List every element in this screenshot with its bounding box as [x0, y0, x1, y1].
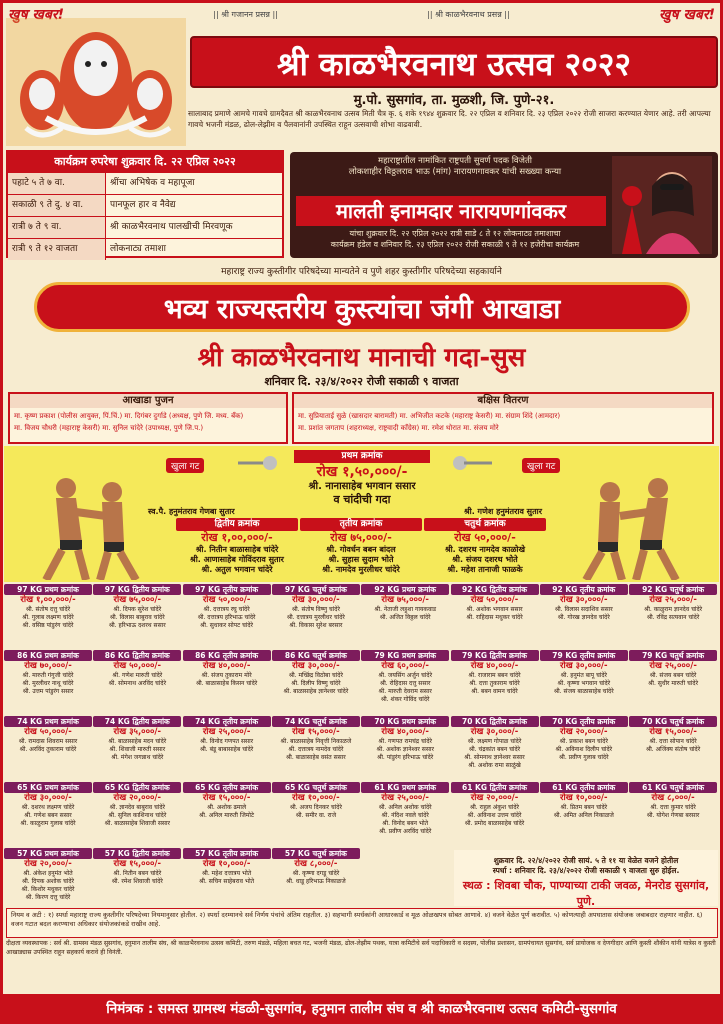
sponsor-name: श्री. बंडू बाबासाहेब चांदेरे [199, 746, 254, 753]
sponsor-name: श्री. राहिदास मधुकर चांदेरे [466, 614, 523, 621]
sponsor-name: श्री. दत्ता तुकाराम चांदेरे [469, 680, 520, 687]
sponsor-name: श्री. अंकेश हनुमंत भोते [23, 870, 73, 877]
third-prize [300, 518, 422, 575]
prize-distribution-box [292, 392, 714, 444]
sponsor-name: श्री. अशोक ज्ञानेश्वर ससार [376, 746, 434, 753]
weight-rank-label: 97 KG प्रथम क्रमांक [4, 584, 92, 595]
sponsor-name: श्री. दत्तात्रय हरिभाऊ चांदेरे [197, 614, 256, 621]
weight-prize-cell [361, 650, 449, 708]
weight-prize-amount: रोख ७०,०००/- [24, 661, 72, 671]
sponsor-name: श्री. पांडुरंग हरिभाऊ चांदेरे [377, 754, 434, 761]
weight-prize-cell [361, 716, 449, 774]
sponsor-name: श्री. विनोद गणपत ससार [200, 738, 254, 745]
sponsor-name: श्री. समीर वा. राजे [295, 812, 337, 819]
sponsor-name: श्री. कृष्णा दगडू चांदेरे [292, 870, 340, 877]
rank-amount: रोख ७५,०००/- [330, 531, 392, 544]
weight-rank-label: 79 KG द्वितीय क्रमांक [451, 650, 539, 661]
pujan-line: मा. विजय चौधरी (महाराष्ट्र केसरी) मा. सुनिल चांदेरे (उपाध्यक्ष, पुणे जि.प.) [14, 424, 204, 432]
sponsor-name: श्री. नितीन बाळासाहेब चांदेरे [195, 545, 279, 554]
sponsor-name: श्री. मुरलीधर नाथू चांदेरे [22, 680, 74, 687]
sponsor-name: श्री. अशोक रामा साळुंखे [468, 762, 521, 769]
second-prize [176, 518, 298, 575]
weight-prize-amount: रोख १०,०००/- [560, 793, 608, 803]
sponsor-name: श्री. काळुराम गुलाब चांदेरे [20, 820, 76, 827]
program-event: श्री काळभैरवनाथ पालखीची मिरवणूक [110, 222, 233, 232]
weight-prize-amount: रोख ३०,०००/- [470, 727, 519, 737]
rules-text: नियम व अटी : १) स्पर्धा महाराष्ट्र राज्य कुस्तीगीर परिषदेच्या नियमानुसार होतील. २) स्पर्धा दरम्यानचे सर्व निर्णय पंचांचे अंतिम राहतील. ३) सहभागी स्पर्धकांनी आधारकार्ड व मूळ ओळखपत्र सोबत आणावे. ४) वजने वेळेत पूर्ण करावीत. ५) कोणत्याही अपघातास संयोजक जबाबदार राहणार नाहीत. ६) वजन गटात बदल करण्याचा अधिकार संयोजकांकडे राखीव आहे. [6, 908, 718, 938]
tamasha-line: यांचा शुक्रवार दि. २२ एप्रिल २०२२ रात्री साडे ८ ते १२ लोकनाट्य तमाशाचा [349, 229, 561, 238]
address: मु.पो. सुसगांव, ता. मुळशी, जि. पुणे-२१. [353, 93, 555, 108]
sponsor-name: श्री. दशरथ नामदेव काळोखे [444, 545, 526, 554]
competition-date: शनिवार दि. २३/४/२०२२ रोजी सकाळी ९ वाजता [264, 375, 459, 388]
sponsor-name: श्री. अरविंद तुकाराम चांदेरे [19, 746, 77, 753]
silver-gada: व चांदीची गदा [333, 493, 391, 506]
first-prize-label: प्रथम क्रमांक [294, 450, 430, 463]
sponsor-name: श्री. अनिल अशोक चांदेरे [378, 804, 432, 811]
weight-prize-amount: रोख ५०,०००/- [470, 595, 519, 605]
sponsor-name: श्री. संतोष दत्तु चांदेरे [25, 606, 71, 613]
weight-rank-label: 92 KG तृतीय क्रमांक [540, 584, 628, 595]
weight-rank-label: 70 KG द्वितीय क्रमांक [451, 716, 539, 727]
management-text: दीक्षता व्यवस्थापक : सर्व श्री. ग्रामस्थ मंडळ सुसगांव, हनुमान तालीम संघ, श्री काळभैरवनाथ उत्सव कमिटी, तरुण मंडळे, महिला बचत गट, भजनी मंडळ, ढोल-लेझीम पथक, यात्रा कमिटीचे सर्व पदाधिकारी व सदस्य, पोलीस प्रशासन, ग्रामपंचायत सुसगांव, सर्व प्रायोजक व देणगीदार आणि कुस्ती शौकीन यांनी यात्रेस व कुस्ती आखाड्यास उपस्थित राहून सहकार्य करावे ही विनंती. [6, 940, 716, 956]
weight-prize-cell [272, 782, 360, 840]
sponsor-name: श्री. नेताजी लहुशा गायकवाड [374, 606, 437, 613]
weight-prize-amount: रोख ३०,०००/- [292, 661, 340, 671]
weight-rank-label: 97 KG तृतीय क्रमांक [183, 584, 271, 595]
program-time: रात्री ९ ते १२ वाजता [8, 239, 106, 260]
weight-rank-label: 74 KG प्रथम क्रमांक [4, 716, 92, 727]
sponsor-name: श्री. दत्तात्रय नामदेव चांदेरे [288, 746, 344, 753]
weight-prize-cell [183, 650, 271, 708]
weight-prize-amount: रोख ३०,०००/- [24, 793, 72, 803]
pujan-line: मा. कृष्ण प्रकाश (पोलीस आयुक्त, पिं.चिं.) मा. दिगंबर दुर्गाडे (अध्यक्ष, पुणे जि. मध्य. बँक) [14, 412, 244, 420]
sponsor-name: श्री. योगेश गेणबा बरसार [646, 812, 700, 819]
sponsor-name: श्री. विलास सदाशिव ससार [554, 606, 613, 613]
weight-prize-amount: रोख ३०,०००/- [292, 595, 340, 605]
sponsor-name: श्री. मारुती देवराम ससार [378, 688, 432, 695]
weight-rank-label: 79 KG चतुर्थ क्रमांक [629, 650, 717, 661]
weight-prize-amount: रोख ७५,०००/- [381, 595, 429, 605]
weight-prize-amount: रोख ३५,०००/- [113, 727, 162, 737]
rank-label: तृतीय क्रमांक [300, 518, 422, 531]
sponsor-name: श्री. किशोर मधुकर चांदेरे [21, 886, 75, 893]
weight-rank-label: 92 KG चतुर्थ क्रमांक [629, 584, 717, 595]
weight-rank-label: 65 KG चतुर्थ क्रमांक [272, 782, 360, 793]
weight-prize-cell [451, 584, 539, 642]
sponsor-name: श्री. अजय दिनकर चांदेरे [289, 804, 342, 811]
weight-prize-amount: रोख ५०,०००/- [113, 661, 162, 671]
sponsor-name: श्री. रामदास शिवराम ससार [18, 738, 78, 745]
wrestlers-left-image [16, 462, 156, 580]
tamasha-line: कार्यक्रम हंडेल व शनिवार दि. २३ एप्रिल २०२२ रोजी सकाळी ९ ते १२ हजेरीचा कार्यक्रम [330, 240, 580, 249]
sponsor-name: श्री. दिलीप विष्णु चांदेरे [291, 680, 341, 687]
sponsor-name: श्री. विलास बाबुराव चांदेरे [109, 614, 165, 621]
weight-prize-amount: रोख ३०,०००/- [560, 595, 608, 605]
weight-prize-cell [93, 584, 181, 642]
weight-prize-cell [93, 848, 181, 906]
sponsor-name: श्री. हनुमंत बापू चांदेरे [560, 672, 607, 679]
sponsor-name: श्री. किरण दत्तु चांदेरे [25, 894, 71, 901]
sponsor-name: श्री. दत्तात्रय रघु चांदेरे [203, 606, 250, 613]
weight-prize-amount: रोख २५,०००/- [649, 595, 697, 605]
schedule-box [454, 850, 718, 906]
weight-rank-label: 65 KG प्रथम क्रमांक [4, 782, 92, 793]
weight-prize-amount: रोख ४०,०००/- [202, 661, 251, 671]
weight-prize-amount: रोख १५,०००/- [649, 727, 697, 737]
weight-rank-label: 57 KG चतुर्थ क्रमांक [272, 848, 360, 859]
sponsor-name: श्री. दत्ता कुमार चांदेरे [650, 804, 696, 811]
bakshis-line: मा. सुप्रियाताई सुळे (खासदार बारामती) मा. अभिजीत कटके (महाराष्ट्र केसरी) मा. संग्राम शिंदे (आमदार) [298, 412, 561, 420]
weight-prize-amount: रोख १०,०००/- [202, 859, 251, 869]
sponsor-name: श्री. बाळासाहेब मदन चांदेरे [108, 738, 167, 745]
weight-rank-label: 92 KG द्वितीय क्रमांक [451, 584, 539, 595]
sponsor-name: श्री. नामदेव मुरलीधर चांदेरे [322, 565, 400, 574]
weight-rank-label: 86 KG द्वितीय क्रमांक [93, 650, 181, 661]
competition-start: स्पर्धा : शनिवार दि. २३/४/२०२२ रोजी सकाळी ९ वाजता सुरु होईल. [492, 866, 680, 875]
rank-amount: रोख १,००,०००/- [201, 531, 273, 544]
weight-rank-label: 86 KG तृतीय क्रमांक [183, 650, 271, 661]
weight-prize-cell [451, 782, 539, 840]
sponsor-name: श्री. महेश तानाजी फाळके [447, 565, 523, 574]
sponsor-name: श्री. धाडू हरिभाऊ निकाळजे [286, 878, 346, 885]
sponsor-name: श्री. गणपत रामचंद्र चांदेरे [378, 738, 432, 745]
bakshis-title: बक्षिस वितरण [294, 394, 712, 408]
weight-prize-amount: रोख ४०,०००/- [470, 661, 519, 671]
weight-prize-amount: रोख ७५,०००/- [113, 595, 162, 605]
first-prize-amount: रोख १,५०,०००/- [316, 464, 408, 480]
weight-rank-label: 79 KG तृतीय क्रमांक [540, 650, 628, 661]
sponsor-name: श्री. विकास सुरेश बरसार [289, 622, 343, 629]
weight-prize-cell [4, 584, 92, 642]
program-schedule [6, 150, 284, 258]
weight-prize-cell [93, 716, 181, 774]
weight-prize-cell [361, 584, 449, 642]
weight-rank-label: 57 KG द्वितीय क्रमांक [93, 848, 181, 859]
weight-prize-amount: रोख ६०,०००/- [381, 661, 429, 671]
program-time: सकाळी ९ ते दु. ४ वा. [8, 195, 106, 216]
weight-prize-amount: रोख ३०,०००/- [560, 661, 608, 671]
weight-prize-cell [451, 716, 539, 774]
weight-prize-cell [272, 584, 360, 642]
program-row [8, 238, 282, 260]
weight-rank-label: 61 KG चतुर्थ क्रमांक [629, 782, 717, 793]
weighing-time: शुक्रवार दि. २२/४/२०२२ रोजी सायं. ५ ते ११ या वेळेत वजने होतील [493, 856, 679, 865]
sponsor-name: श्री. गोरख ज्ञानदेव चांदेरे [557, 614, 610, 621]
weight-prize-amount: रोख २५,०००/- [381, 793, 429, 803]
program-event: श्रींचा अभिषेक व महापूजा [110, 178, 195, 188]
sponsor-name: श्री. बबन वामन चांदेरे [471, 688, 518, 695]
weight-prize-amount: रोख ८,०००/- [294, 859, 338, 869]
weight-rank-label: 86 KG प्रथम क्रमांक [4, 650, 92, 661]
rank-label: चतुर्थ क्रमांक [424, 518, 546, 531]
program-time: रात्री ७ ते ९ वा. [8, 217, 106, 238]
venue: स्थळ : शिवबा चौक, पाण्याच्या टाकी जवळ, मेनरोड सुसगांव, पुणे. [462, 879, 710, 908]
weight-prize-amount: रोख ५०,०००/- [24, 727, 72, 737]
sponsor-name: श्री. संजय दशरथ भोते [452, 555, 518, 564]
weight-prize-cell [540, 584, 628, 642]
weight-prize-cell [4, 848, 92, 906]
sponsor-name: श्री. नंदिश नवले चांदेरे [381, 812, 429, 819]
tamasha-line: महाराष्ट्रातील नामांकित राष्ट्रपती सुवर्ण पदक विजेती [377, 156, 533, 166]
weight-rank-label: 79 KG प्रथम क्रमांक [361, 650, 449, 661]
weight-prize-cell [183, 716, 271, 774]
sponsor-name: श्री. संजय तुकाराम मोरे [201, 672, 252, 679]
weight-prize-cell [629, 716, 717, 774]
sponsor-name: श्री. बाळासाहेब वसंत ससार [286, 754, 346, 761]
weight-rank-label: 57 KG तृतीय क्रमांक [183, 848, 271, 859]
weight-prize-amount: रोख २०,०००/- [113, 793, 162, 803]
weight-prize-amount: रोख १५,०००/- [202, 793, 251, 803]
weight-rank-label: 70 KG प्रथम क्रमांक [361, 716, 449, 727]
first-prize-sponsor: श्री. नानासाहेब भगवान ससार [308, 481, 416, 492]
sponsor-name: श्री. अविनाश दिलीप चांदेरे [555, 746, 613, 753]
program-row [8, 172, 282, 194]
sponsor-name: श्री. प्रवीण अरविंद चांदेरे [379, 828, 432, 835]
bakshis-line: मा. प्रशांत जगताप (शहराध्यक्ष, राष्ट्रवादी काँग्रेस) मा. रमेश थोरात मा. संजय मोरे [298, 424, 499, 432]
rank-label: द्वितीय क्रमांक [176, 518, 298, 531]
sponsor-name: श्री. संतोष विष्णु चांदेरे [291, 606, 340, 613]
weight-prize-cell [272, 848, 360, 906]
weight-prize-amount: रोख १०,०००/- [292, 793, 340, 803]
sponsor-name: श्री. अजित विठ्ठल चांदेरे [379, 614, 431, 621]
sponsor-name: श्री. बाळासाहेब ज्ञानेश्वर चांदेरे [283, 688, 349, 695]
sponsor-name: श्री. रविंद्र सत्यवान चांदेरे [646, 614, 700, 621]
program-title: कार्यक्रम रुपरेषा शुक्रवार दि. २२ एप्रिल २०२२ [8, 152, 282, 172]
weight-prize-amount: रोख १५,०००/- [113, 859, 162, 869]
weight-rank-label: 74 KG चतुर्थ क्रमांक [272, 716, 360, 727]
sponsor-name: श्री. बाळासाहेब निवृत्ती निकाळजे [280, 738, 352, 745]
weight-prize-cell [540, 716, 628, 774]
program-time: पहाटे ५ ते ७ वा. [8, 173, 106, 194]
sponsor-name: श्री. बाळासाहेब किसन चांदेरे [195, 680, 258, 687]
weight-rank-label: 61 KG द्वितीय क्रमांक [451, 782, 539, 793]
sponsor-name: श्री. रमेश शिवाजी चांदेरे [111, 878, 163, 885]
sponsor-name: श्री. नितीन बबन चांदेरे [113, 870, 162, 877]
sponsor-name: श्री. अमित अनिल निकाळजे [553, 812, 614, 819]
program-row [8, 216, 282, 238]
sponsor-name: श्री. वसिष्ठ पांडुरंग चांदेरे [22, 622, 74, 629]
weight-prize-amount: रोख २५,०००/- [649, 661, 697, 671]
weight-rank-label: 70 KG तृतीय क्रमांक [540, 716, 628, 727]
blessing-right: || श्री काळभैरवनाथ प्रसन्न || [427, 9, 510, 19]
weight-prize-cell [4, 716, 92, 774]
weight-prize-cell [4, 782, 92, 840]
sponsor-name: श्री. राजाराम बबन चांदेरे [468, 672, 521, 679]
sponsor-name: श्री. सुधीर मारुती चांदेरे [648, 680, 699, 687]
sponsor-name: श्री. मारुती गंगुजी चांदेरे [22, 672, 74, 679]
weight-rank-label: 65 KG द्वितीय क्रमांक [93, 782, 181, 793]
open-category-left: खुला गट [166, 458, 204, 473]
sponsor-name: श्री. गोवर्धन बबन बांदल [326, 545, 396, 554]
sponsor-name: श्री. उत्तम पांडुरंग ससार [22, 688, 74, 695]
sponsor-name: श्री. सुहास सुदाम भोते [328, 555, 394, 564]
sponsor-name: श्री. काळुराम ज्ञानदेव चांदेरे [644, 606, 703, 613]
sponsor-name: श्री. दशरथ लक्ष्मण चांदेरे [21, 804, 75, 811]
sponsor-name: श्री. दत्ता सोपान चांदेरे [649, 738, 697, 745]
program-event: लोकनाट्य तमाशा [110, 244, 166, 254]
weight-rank-label: 97 KG द्वितीय क्रमांक [93, 584, 181, 595]
sponsor-name: श्री. अविनाश उत्तम चांदेरे [467, 812, 522, 819]
program-event: पानफूल हार व नैवेद्य [110, 200, 176, 210]
affiliation-line: महाराष्ट्र राज्य कुस्तीगीर परिषदेच्या मान्यतेने व पुणे शहर कुस्तीगीर परिषदेच्या सहकार्याने [221, 267, 502, 277]
sponsor-name: श्री. विनोद बबन भोते [382, 820, 429, 827]
weight-prize-cell [451, 650, 539, 708]
sponsor-name: श्री. सुधाकर सोपट चांदेरे [200, 622, 254, 629]
sponsor-name: श्री. आणासाहेब गोविंदराव सुतार [190, 555, 284, 564]
weight-prize-cell [272, 716, 360, 774]
weight-prize-cell [272, 650, 360, 708]
weight-prize-cell [540, 782, 628, 840]
invitation-footer: निमंत्रक : समस्त ग्रामस्थ मंडळी-सुसगांव, हनुमान तालीम संघ व श्री काळभैरवनाथ उत्सव कमिटी-सुसगांव [0, 994, 723, 1024]
sponsor-name: श्री. राहुल अंकुश चांदेरे [470, 804, 519, 811]
weight-rank-label: 61 KG तृतीय क्रमांक [540, 782, 628, 793]
sponsor-name: श्री. ज्ञानदेव बाबुराव चांदेरे [109, 804, 166, 811]
weight-rank-label: 97 KG चतुर्थ क्रमांक [272, 584, 360, 595]
weight-prize-cell [540, 650, 628, 708]
intro-text: सालाबाद प्रमाणे आमचे गावचे ग्रामदैवत श्री काळभैरवनाथ उत्सव मिती चैत्र कृ. ६ शके १९४४ शुक्रवार दि. २२ एप्रिल व शनिवार दि. २३ एप्रिल २०२२ रोजी साजरा करण्यात येणार आहे. तरी आपल्या गावचे भजनी मंडळ, ढोल-लेझीम व पैलवानांनी उपस्थित राहून उत्सवाची शोभा वाढवावी. [188, 109, 711, 129]
sponsor-name: श्री. रोहिदास दत्तु ससार [379, 680, 431, 687]
weight-rank-label: 70 KG चतुर्थ क्रमांक [629, 716, 717, 727]
festival-title: श्री काळभैरवनाथ उत्सव २०२२ [190, 36, 718, 88]
wrestling-banner: भव्य राज्यस्तरीय कुस्त्यांचा जंगी आखाडा [34, 282, 690, 332]
sponsor-name: श्री. शंकर गोविंद चांदेरे [380, 696, 430, 703]
sponsor-name: श्री. अशोक भगवान ससार [466, 606, 523, 613]
blessing-left: || श्री गजानन प्रसन्न || [213, 9, 278, 19]
sponsor-name: श्री. प्रकाश बबन चांदेरे [559, 738, 608, 745]
weight-prize-amount: रोख २५,०००/- [202, 727, 251, 737]
sponsor-name: श्री. संजय बाळासाहेब चांदेरे [553, 688, 614, 695]
sponsor-name: श्री. हरिभाऊ दशरथ ससार [108, 622, 166, 629]
weight-prize-cell [4, 650, 92, 708]
weight-prize-cell [183, 584, 271, 642]
sponsor-name: श्री. दिपक अशोक चांदेरे [21, 878, 75, 885]
gada-title: श्री काळभैरवनाथ मानाची गदा-सुस [197, 343, 526, 373]
weight-prize-amount: रोख २०,०००/- [560, 727, 608, 737]
weight-prize-amount: रोख २०,०००/- [24, 859, 72, 869]
sponsor-name: श्री. कृष्णा भगवान चांदेरे [557, 680, 611, 687]
weight-prize-amount: रोख १,००,०००/- [20, 595, 76, 605]
gada-donor-left: स्व.पै. हनुमंतराव गेणबा सुतार [148, 507, 235, 516]
artist-photo [612, 156, 712, 254]
sponsor-name: श्री. सोमनाथ ज्ञानेश्वर ससार [464, 754, 525, 761]
sponsor-name: श्री. गणेश मारुती चांदेरे [112, 672, 163, 679]
sponsor-name: श्री. चंद्रकांत बबन चांदेरे [468, 746, 521, 753]
sponsor-name: श्री. लक्ष्मण गोपाळ चांदेरे [467, 738, 522, 745]
sponsor-name: श्री. सचिन साहेबराव भोते [199, 878, 255, 885]
sponsor-name: श्री. शिवाजी मारुती ससार [109, 746, 166, 753]
weight-prize-cell [93, 650, 181, 708]
weight-prize-amount: रोख २०,०००/- [470, 793, 519, 803]
weight-prize-cell [183, 782, 271, 840]
weight-prize-cell [629, 584, 717, 642]
rank-amount: रोख ५०,०००/- [454, 531, 516, 544]
weight-prize-cell [361, 782, 449, 840]
weight-rank-label: 74 KG द्वितीय क्रमांक [93, 716, 181, 727]
weight-rank-label: 92 KG प्रथम क्रमांक [361, 584, 449, 595]
aakhada-pujan-box [8, 392, 288, 444]
sponsor-name: श्री. प्रमोद बाळासाहेब चांदेरे [464, 820, 525, 827]
weight-rank-label: 61 KG प्रथम क्रमांक [361, 782, 449, 793]
fourth-prize [424, 518, 546, 575]
open-category-right: खुला गट [522, 458, 560, 473]
good-news-left: खुष खबर! [8, 6, 64, 23]
pujan-title: आखाडा पुजन [10, 394, 286, 408]
sponsor-name: श्री. बाळासाहेब शिवाजी ससार [104, 820, 170, 827]
weight-prize-amount: रोख ५०,०००/- [202, 595, 251, 605]
sponsor-name: श्री. मंगेश जगन्नाथ चांदेरे [111, 754, 164, 761]
sponsor-name: श्री. सुनिल काशिनाथ चांदेरे [108, 812, 167, 819]
sponsor-name: श्री. सोमनाथ अरविंद चांदेरे [108, 680, 167, 687]
sponsor-name: श्री. गणेश बबन ससार [24, 812, 72, 819]
sponsor-name: श्री. अशोक ढमाले [207, 804, 247, 811]
sponsor-name: श्री. गुलाब लक्ष्मण चांदेरे [22, 614, 74, 621]
sponsor-name: श्री. प्रवीण गुलाब चांदेरे [559, 754, 609, 761]
good-news-right: खुष खबर! [659, 6, 715, 23]
sponsor-name: श्री. जयसिंग अर्जुन चांदेरे [378, 672, 433, 679]
program-row [8, 194, 282, 216]
weight-rank-label: 57 KG प्रथम क्रमांक [4, 848, 92, 859]
weight-prize-cell [93, 782, 181, 840]
sponsor-name: श्री. दत्तात्रय मुरलीधर चांदेरे [286, 614, 345, 621]
weight-rank-label: 65 KG तृतीय क्रमांक [183, 782, 271, 793]
artist-name: मालती इनामदार नारायणगांवकर [296, 196, 606, 226]
weight-rank-label: 86 KG चतुर्थ क्रमांक [272, 650, 360, 661]
gada-donor-right: श्री. गणेश हनुमंतराव सुतार [464, 507, 542, 516]
weight-prize-amount: रोख ८,०००/- [651, 793, 695, 803]
weight-prize-cell [183, 848, 271, 906]
sponsor-name: श्री. अतुल भगवान चांदेरे [201, 565, 273, 574]
weight-prize-amount: रोख १५,०००/- [292, 727, 340, 737]
sponsor-name: श्री. महेश दत्तात्रय भोते [202, 870, 252, 877]
deity-idol-image [6, 18, 186, 146]
wrestlers-right-image [566, 462, 706, 580]
weight-prize-cell [629, 650, 717, 708]
tamasha-line: लोकशाहीर विठ्ठलराव भाऊ (मांग) नारायणगावकर यांची सख्ख्या कन्या [348, 167, 562, 177]
sponsor-name: श्री. प्रितम बबन चांदेरे [560, 804, 608, 811]
sponsor-name: श्री. संजय बबन चांदेरे [649, 672, 697, 679]
sponsor-name: श्री. मच्छिंद्र विठोबा चांदेरे [288, 672, 343, 679]
sponsor-name: श्री. अजिंक्य संतोष चांदेरे [645, 746, 701, 753]
sponsor-name: श्री. अनिल मारुती जिमोटे [199, 812, 255, 819]
tamasha-schedule [300, 228, 610, 250]
tamasha-intro [300, 156, 610, 178]
sponsor-name: श्री. दिपक सुरेश चांदेरे [113, 606, 162, 613]
weight-prize-amount: रोख ४०,०००/- [381, 727, 429, 737]
weight-rank-label: 74 KG तृतीय क्रमांक [183, 716, 271, 727]
weight-prize-cell [629, 782, 717, 840]
